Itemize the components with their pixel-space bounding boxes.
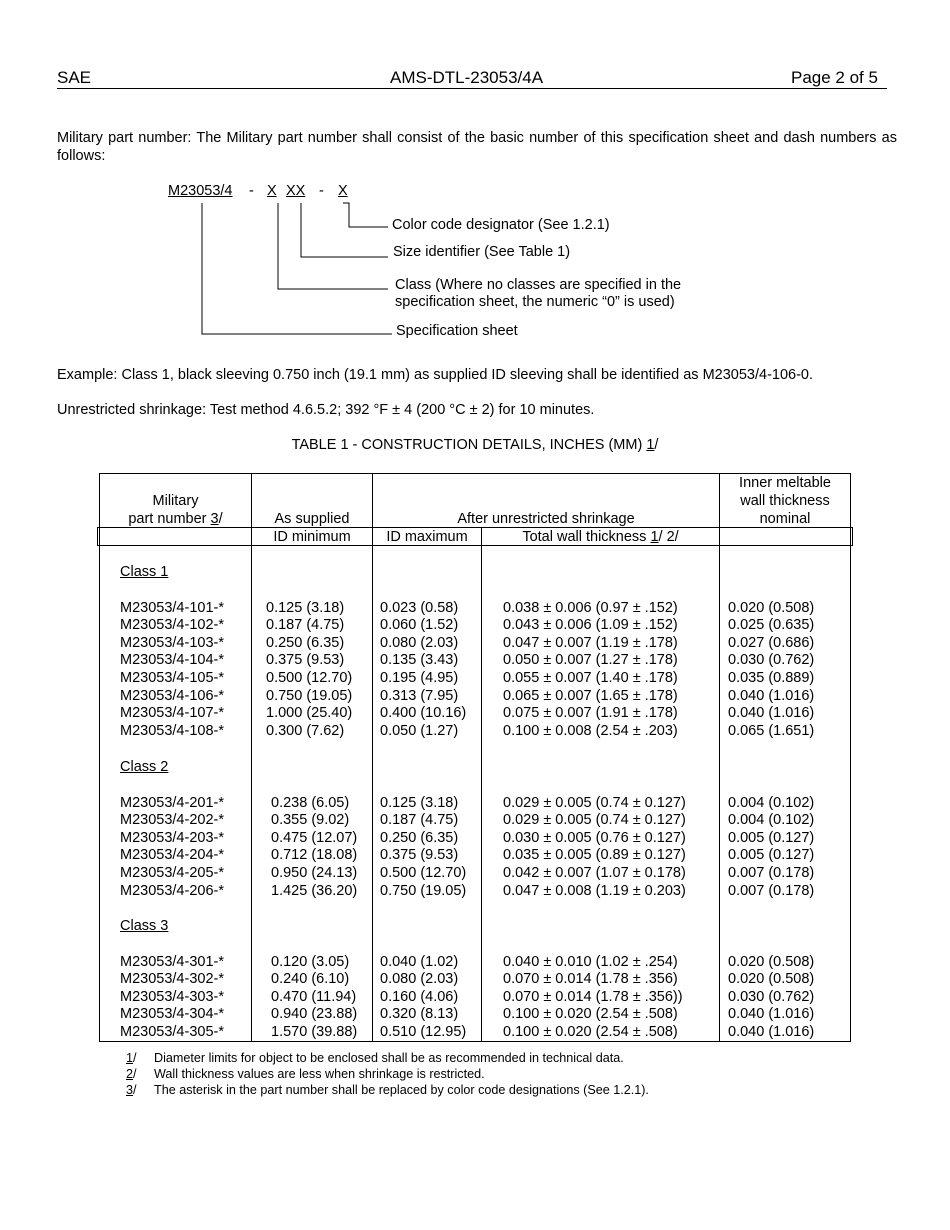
cell-supplied-id-min: 1.425 (36.20) [271, 882, 358, 899]
table-title: TABLE 1 - CONSTRUCTION DETAILS, INCHES (MM) 1/ [291, 437, 659, 453]
cell-part-number: M23053/4-104-* [120, 652, 224, 669]
cell-wall-thickness: 0.029 ± 0.005 (0.74 ± 0.127) [503, 794, 686, 811]
cell-id-max: 0.187 (4.75) [380, 812, 459, 829]
cell-part-number: M23053/4-305-* [120, 1024, 224, 1041]
cell-inner-wall: 0.007 (0.178) [728, 882, 815, 899]
cell-part-number: M23053/4-108-* [120, 722, 224, 739]
cell-supplied-id-min: 0.187 (4.75) [266, 617, 345, 634]
cell-inner-wall: 0.005 (0.127) [728, 829, 815, 846]
cell-inner-wall: 0.030 (0.762) [728, 652, 815, 669]
cell-part-number: M23053/4-304-* [120, 1006, 224, 1023]
cell-wall-thickness: 0.038 ± 0.006 (0.97 ± .152) [503, 599, 678, 616]
header-id-maximum: ID maximum [386, 529, 468, 545]
cell-supplied-id-min: 1.000 (25.40) [266, 705, 353, 722]
footnote-text: Diameter limits for object to be enclosed shall be as recommended in technical data. [154, 1051, 624, 1065]
class-group-label: Class 2 [120, 759, 169, 775]
footnote-text: Wall thickness values are less when shrinkage is restricted. [154, 1067, 485, 1081]
cell-inner-wall: 0.040 (1.016) [728, 687, 815, 704]
cell-id-max: 0.060 (1.52) [380, 617, 459, 634]
cell-wall-thickness: 0.040 ± 0.010 (1.02 ± .254) [503, 953, 678, 970]
cell-supplied-id-min: 0.125 (3.18) [266, 599, 345, 616]
cell-inner-wall: 0.035 (0.889) [728, 670, 815, 687]
cell-wall-thickness: 0.047 ± 0.007 (1.19 ± .178) [503, 634, 678, 651]
cell-supplied-id-min: 0.950 (24.13) [271, 865, 358, 882]
cell-supplied-id-min: 1.570 (39.88) [271, 1024, 358, 1041]
cell-id-max: 0.080 (2.03) [380, 971, 459, 988]
cell-inner-wall: 0.040 (1.016) [728, 1006, 815, 1023]
label-spec-sheet: Specification sheet [396, 323, 518, 339]
header-total-wall-thickness: Total wall thickness 1/ 2/ [522, 529, 679, 545]
footnote-number: 3/ [126, 1083, 137, 1097]
cell-wall-thickness: 0.100 ± 0.020 (2.54 ± .508) [503, 1006, 678, 1023]
cell-supplied-id-min: 0.500 (12.70) [266, 670, 353, 687]
cell-id-max: 0.135 (3.43) [380, 652, 459, 669]
cell-id-max: 0.750 (19.05) [380, 882, 467, 899]
cell-inner-wall: 0.004 (0.102) [728, 794, 815, 811]
cell-wall-thickness: 0.042 ± 0.007 (1.07 ± 0.178) [503, 865, 686, 882]
label-color-code: Color code designator (See 1.2.1) [392, 217, 610, 233]
cell-supplied-id-min: 0.375 (9.53) [266, 652, 345, 669]
cell-part-number: M23053/4-107-* [120, 705, 224, 722]
cell-wall-thickness: 0.075 ± 0.007 (1.91 ± .178) [503, 705, 678, 722]
cell-part-number: M23053/4-101-* [120, 599, 224, 616]
label-class-line2: specification sheet, the numeric “0” is used) [395, 294, 675, 310]
cell-id-max: 0.400 (10.16) [380, 705, 467, 722]
header-left: SAE [57, 68, 92, 87]
cell-part-number: M23053/4-303-* [120, 988, 224, 1005]
cell-inner-wall: 0.040 (1.016) [728, 705, 815, 722]
header-inner-meltable-wall: Inner meltable wall thickness nominal [739, 475, 831, 527]
cell-supplied-id-min: 0.355 (9.02) [271, 812, 350, 829]
cell-wall-thickness: 0.065 ± 0.007 (1.65 ± .178) [503, 687, 678, 704]
footnote-text: The asterisk in the part number shall be replaced by color code designations (See 1.2.1). [154, 1083, 649, 1097]
cell-wall-thickness: 0.035 ± 0.005 (0.89 ± 0.127) [503, 847, 686, 864]
example-paragraph: Example: Class 1, black sleeving 0.750 inch (19.1 mm) as supplied ID sleeving shall be identified as M23053/4-106-0. [57, 367, 814, 383]
label-class-line1: Class (Where no classes are specified in the [395, 277, 682, 293]
cell-id-max: 0.313 (7.95) [380, 687, 459, 704]
cell-wall-thickness: 0.100 ± 0.020 (2.54 ± .508) [503, 1024, 678, 1041]
shrinkage-paragraph: Unrestricted shrinkage: Test method 4.6.5.2; 392 °F ± 4 (200 °C ± 2) for 10 minutes. [57, 402, 595, 418]
cell-inner-wall: 0.005 (0.127) [728, 847, 815, 864]
cell-id-max: 0.510 (12.95) [380, 1024, 467, 1041]
cell-id-max: 0.040 (1.02) [380, 953, 459, 970]
cell-inner-wall: 0.020 (0.508) [728, 971, 815, 988]
cell-id-max: 0.125 (3.18) [380, 794, 459, 811]
diagram-color-code: X [338, 183, 348, 199]
class-group-label: Class 1 [120, 564, 169, 580]
cell-wall-thickness: 0.070 ± 0.014 (1.78 ± .356)) [503, 988, 683, 1005]
cell-id-max: 0.080 (2.03) [380, 634, 459, 651]
cell-wall-thickness: 0.029 ± 0.005 (0.74 ± 0.127) [503, 812, 686, 829]
cell-id-max: 0.160 (4.06) [380, 988, 459, 1005]
cell-inner-wall: 0.004 (0.102) [728, 812, 815, 829]
intro-paragraph: Military part number: The Military part number shall consist of the basic number of this specification sheet and dash numbers as follows: [57, 130, 897, 164]
cell-id-max: 0.320 (8.13) [380, 1006, 459, 1023]
cell-inner-wall: 0.065 (1.651) [728, 722, 815, 739]
cell-part-number: M23053/4-205-* [120, 865, 224, 882]
cell-inner-wall: 0.040 (1.016) [728, 1024, 815, 1041]
cell-wall-thickness: 0.050 ± 0.007 (1.27 ± .178) [503, 652, 678, 669]
diagram-dash-2: - [319, 183, 324, 199]
cell-inner-wall: 0.020 (0.508) [728, 599, 815, 616]
cell-supplied-id-min: 0.240 (6.10) [271, 971, 350, 988]
cell-inner-wall: 0.025 (0.635) [728, 617, 815, 634]
cell-inner-wall: 0.007 (0.178) [728, 865, 815, 882]
cell-wall-thickness: 0.070 ± 0.014 (1.78 ± .356) [503, 971, 678, 988]
footnote-number: 1/ [126, 1051, 137, 1065]
cell-wall-thickness: 0.043 ± 0.006 (1.09 ± .152) [503, 617, 678, 634]
cell-id-max: 0.500 (12.70) [380, 865, 467, 882]
cell-wall-thickness: 0.100 ± 0.008 (2.54 ± .203) [503, 722, 678, 739]
cell-supplied-id-min: 0.250 (6.35) [266, 634, 345, 651]
cell-supplied-id-min: 0.750 (19.05) [266, 687, 353, 704]
diagram-dash-1: - [249, 183, 254, 199]
class-group-label: Class 3 [120, 918, 169, 934]
cell-supplied-id-min: 0.238 (6.05) [271, 794, 350, 811]
cell-inner-wall: 0.030 (0.762) [728, 988, 815, 1005]
cell-supplied-id-min: 0.470 (11.94) [271, 988, 357, 1005]
cell-part-number: M23053/4-103-* [120, 634, 224, 651]
cell-supplied-id-min: 0.120 (3.05) [271, 953, 350, 970]
cell-id-max: 0.375 (9.53) [380, 847, 459, 864]
cell-inner-wall: 0.027 (0.686) [728, 634, 815, 651]
cell-part-number: M23053/4-203-* [120, 829, 224, 846]
cell-part-number: M23053/4-204-* [120, 847, 224, 864]
diagram-base: M23053/4 [168, 183, 233, 199]
cell-part-number: M23053/4-102-* [120, 617, 224, 634]
cell-part-number: M23053/4-301-* [120, 953, 224, 970]
cell-part-number: M23053/4-201-* [120, 794, 224, 811]
diagram-class-code: X [267, 183, 277, 199]
cell-id-max: 0.050 (1.27) [380, 722, 459, 739]
cell-part-number: M23053/4-206-* [120, 882, 224, 899]
cell-part-number: M23053/4-202-* [120, 812, 224, 829]
header-military-part-number: Military part number 3/ [128, 493, 223, 527]
cell-supplied-id-min: 0.300 (7.62) [266, 722, 345, 739]
cell-id-max: 0.195 (4.95) [380, 670, 459, 687]
cell-part-number: M23053/4-302-* [120, 971, 224, 988]
cell-supplied-id-min: 0.940 (23.88) [271, 1006, 358, 1023]
footnote-number: 2/ [126, 1067, 137, 1081]
cell-supplied-id-min: 0.712 (18.08) [271, 847, 358, 864]
cell-inner-wall: 0.020 (0.508) [728, 953, 815, 970]
cell-supplied-id-min: 0.475 (12.07) [271, 829, 358, 846]
cell-wall-thickness: 0.030 ± 0.005 (0.76 ± 0.127) [503, 829, 686, 846]
cell-id-max: 0.023 (0.58) [380, 599, 459, 616]
cell-wall-thickness: 0.055 ± 0.007 (1.40 ± .178) [503, 670, 678, 687]
header-as-supplied-id-minimum: As supplied ID minimum [273, 511, 351, 545]
header-after-unrestricted-shrinkage: After unrestricted shrinkage [457, 511, 635, 527]
label-size-identifier: Size identifier (See Table 1) [393, 244, 571, 260]
page-number: Page 2 of 5 [791, 68, 878, 87]
cell-id-max: 0.250 (6.35) [380, 829, 459, 846]
cell-wall-thickness: 0.047 ± 0.008 (1.19 ± 0.203) [503, 882, 686, 899]
document-number: AMS-DTL-23053/4A [390, 68, 544, 87]
diagram-size-code: XX [286, 183, 306, 199]
title-footnote-ref: 1 [646, 437, 655, 453]
cell-part-number: M23053/4-106-* [120, 687, 224, 704]
cell-part-number: M23053/4-105-* [120, 670, 224, 687]
